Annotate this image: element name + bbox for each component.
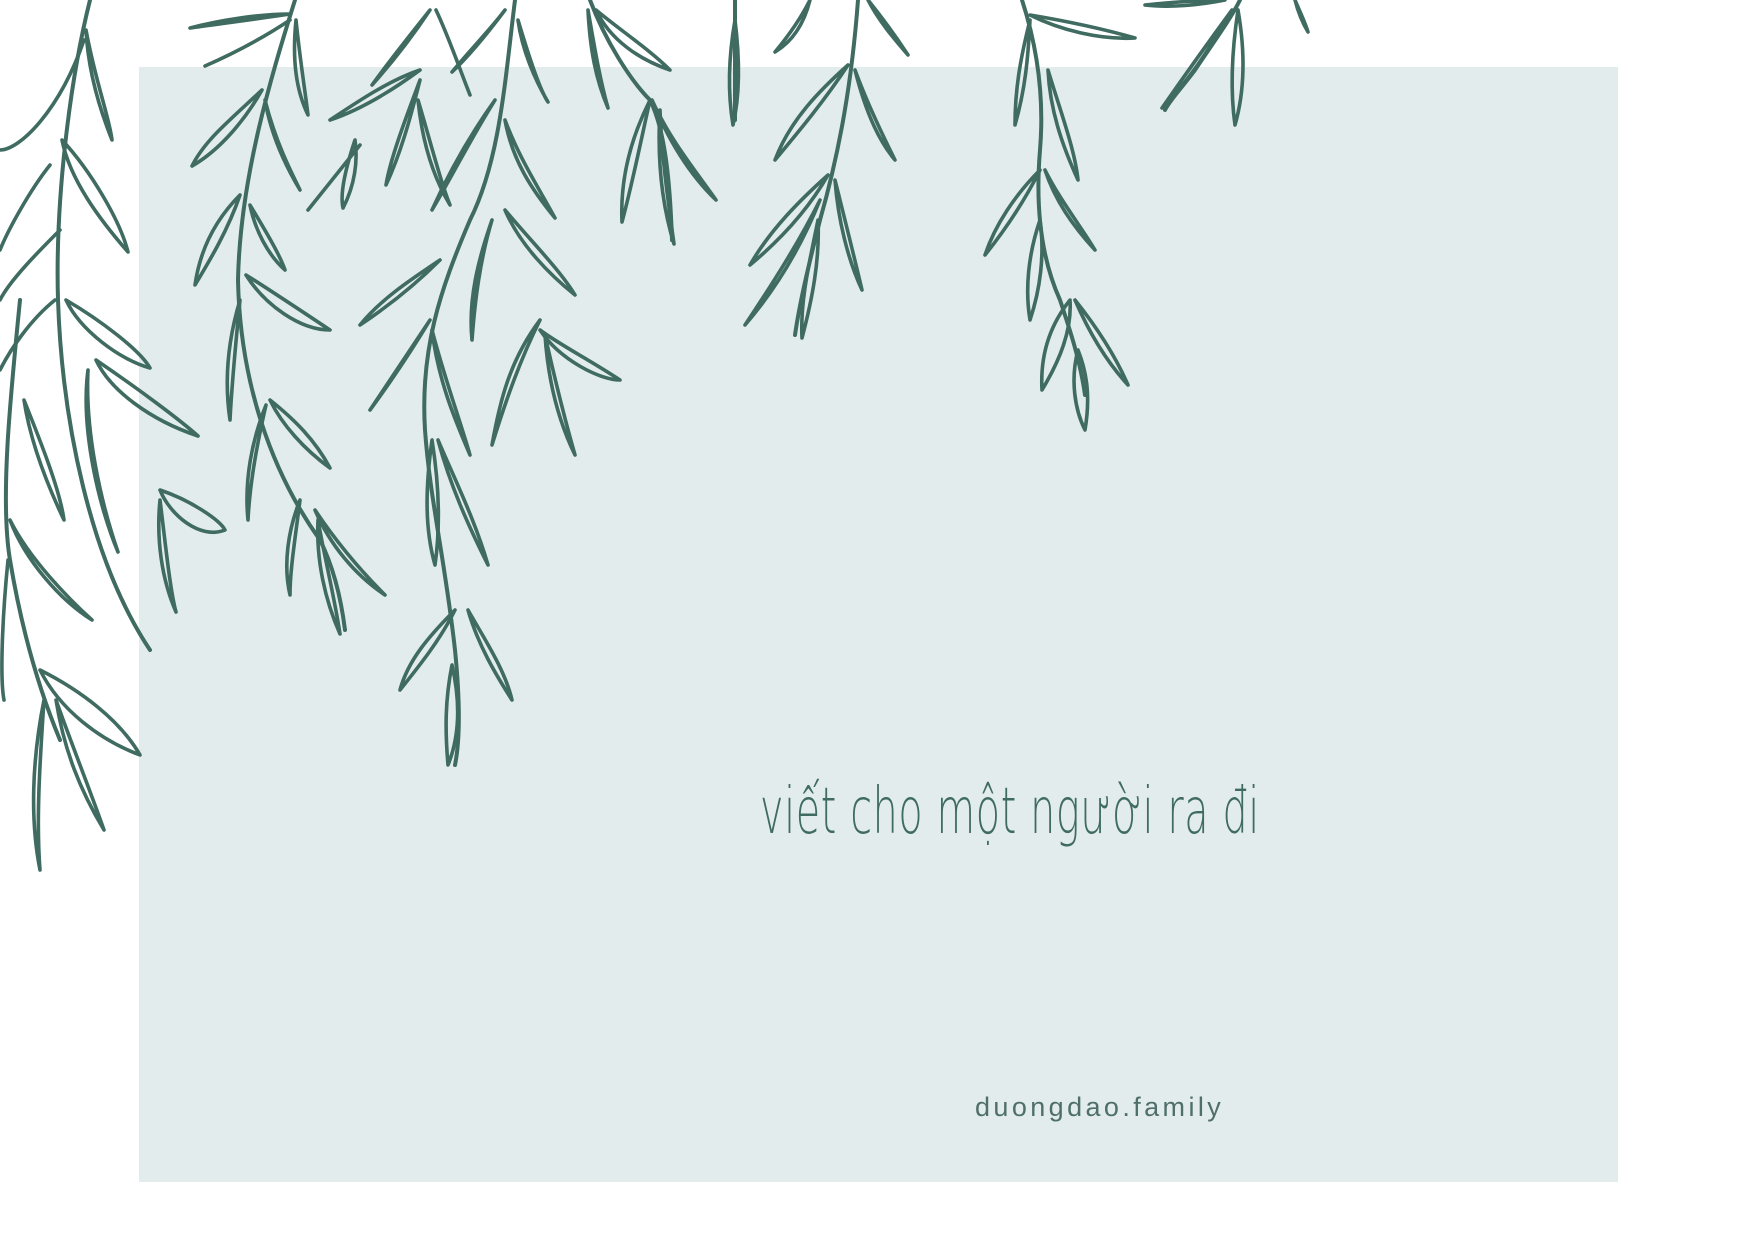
cover-card-background — [139, 67, 1618, 1182]
brand-website: duongdao.family — [975, 1092, 1225, 1122]
cover-title: viết cho một người ra đi — [760, 775, 1260, 849]
